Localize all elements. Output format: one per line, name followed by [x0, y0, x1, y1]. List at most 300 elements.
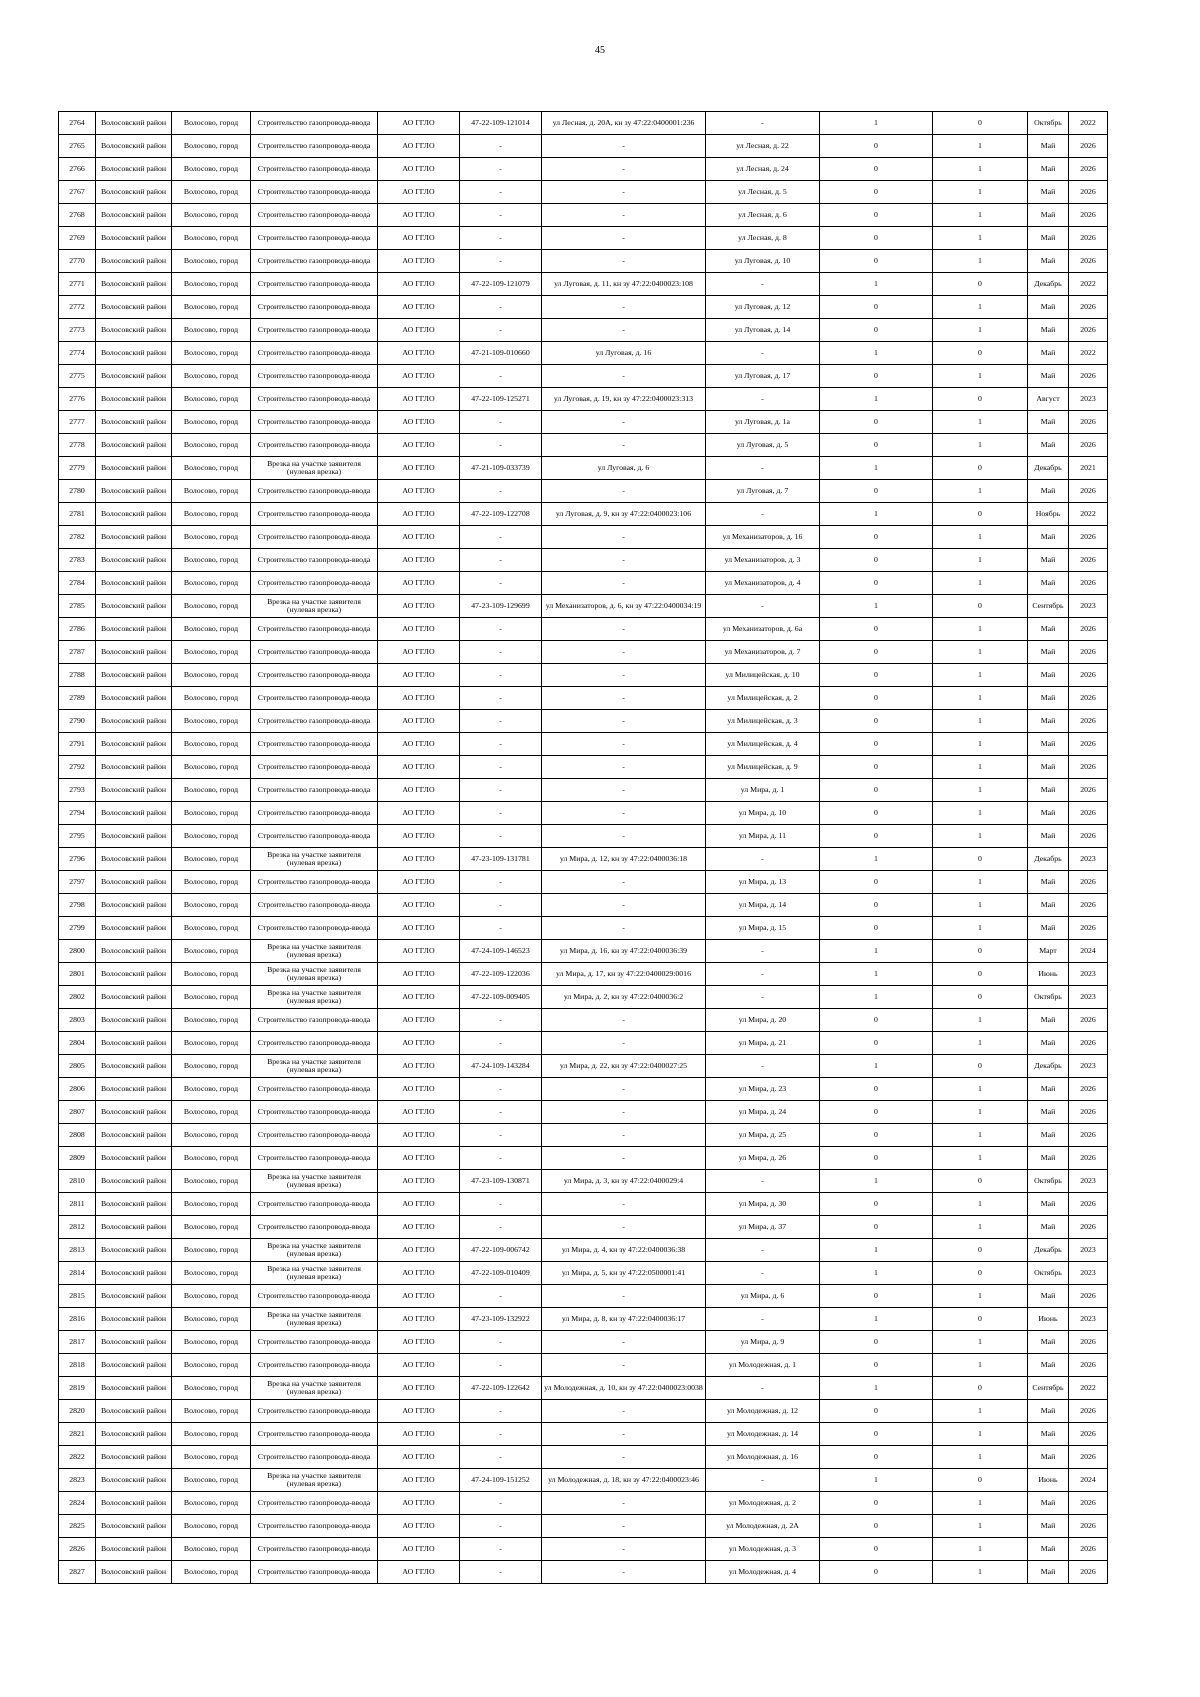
row-number-cell: 2787: [59, 641, 96, 664]
month-cell: Май: [1028, 549, 1069, 572]
district-cell: Волосовский район: [96, 1239, 172, 1262]
row-number-cell: 2780: [59, 480, 96, 503]
row-number-cell: 2792: [59, 756, 96, 779]
row-number-cell: 2812: [59, 1216, 96, 1239]
row-number-cell: 2770: [59, 250, 96, 273]
table-row: [59, 894, 1108, 917]
count-b-cell: 0: [933, 848, 1028, 871]
count-b-cell: 1: [933, 572, 1028, 595]
planned-address-cell: ул Луговая, д. 14: [706, 319, 820, 342]
application-number-cell: -: [460, 825, 542, 848]
organization-cell: АО ГГЛО: [378, 825, 460, 848]
table-row: [59, 457, 1108, 480]
district-cell: Волосовский район: [96, 457, 172, 480]
application-number-cell: 47-23-109-132922: [460, 1308, 542, 1331]
gasification-register-table: [58, 111, 1108, 1584]
count-b-cell: 1: [933, 1124, 1028, 1147]
month-cell: Декабрь: [1028, 848, 1069, 871]
year-cell: 2026: [1069, 1032, 1108, 1055]
application-number-cell: -: [460, 549, 542, 572]
work-type-cell: Строительство газопровода-ввода: [251, 365, 378, 388]
table-row: [59, 825, 1108, 848]
work-type-cell: Строительство газопровода-ввода: [251, 1423, 378, 1446]
month-cell: Декабрь: [1028, 273, 1069, 296]
row-number-cell: 2818: [59, 1354, 96, 1377]
settlement-cell: Волосово, город: [172, 1423, 251, 1446]
settlement-cell: Волосово, город: [172, 1216, 251, 1239]
month-cell: Сентябрь: [1028, 595, 1069, 618]
work-type-cell: Врезка на участке заявителя (нулевая врезка): [251, 1469, 378, 1492]
year-cell: 2023: [1069, 388, 1108, 411]
planned-address-cell: ул Механизаторов, д. 6а: [706, 618, 820, 641]
application-number-cell: 47-22-109-121014: [460, 112, 542, 135]
district-cell: Волосовский район: [96, 1423, 172, 1446]
row-number-cell: 2789: [59, 687, 96, 710]
count-b-cell: 0: [933, 388, 1028, 411]
count-a-cell: 0: [820, 618, 933, 641]
year-cell: 2026: [1069, 1400, 1108, 1423]
settlement-cell: Волосово, город: [172, 710, 251, 733]
application-number-cell: -: [460, 618, 542, 641]
planned-address-cell: ул Лесная, д. 22: [706, 135, 820, 158]
applicant-address-cell: -: [542, 1147, 706, 1170]
organization-cell: АО ГГЛО: [378, 917, 460, 940]
work-type-cell: Строительство газопровода-ввода: [251, 1515, 378, 1538]
year-cell: 2026: [1069, 1515, 1108, 1538]
count-b-cell: 1: [933, 1009, 1028, 1032]
table-row: [59, 1262, 1108, 1285]
applicant-address-cell: -: [542, 1009, 706, 1032]
application-number-cell: -: [460, 1561, 542, 1584]
year-cell: 2026: [1069, 779, 1108, 802]
applicant-address-cell: ул Луговая, д. 9, кн зу 47:22:0400023:106: [542, 503, 706, 526]
district-cell: Волосовский район: [96, 1354, 172, 1377]
work-type-cell: Врезка на участке заявителя (нулевая врезка): [251, 848, 378, 871]
count-b-cell: 0: [933, 342, 1028, 365]
district-cell: Волосовский район: [96, 664, 172, 687]
count-b-cell: 1: [933, 1285, 1028, 1308]
month-cell: Май: [1028, 181, 1069, 204]
applicant-address-cell: -: [542, 1193, 706, 1216]
organization-cell: АО ГГЛО: [378, 1308, 460, 1331]
organization-cell: АО ГГЛО: [378, 687, 460, 710]
organization-cell: АО ГГЛО: [378, 986, 460, 1009]
application-number-cell: -: [460, 1193, 542, 1216]
work-type-cell: Строительство газопровода-ввода: [251, 894, 378, 917]
year-cell: 2023: [1069, 1239, 1108, 1262]
application-number-cell: -: [460, 1515, 542, 1538]
district-cell: Волосовский район: [96, 526, 172, 549]
application-number-cell: -: [460, 1400, 542, 1423]
count-a-cell: 0: [820, 572, 933, 595]
application-number-cell: -: [460, 1032, 542, 1055]
month-cell: Май: [1028, 1124, 1069, 1147]
count-a-cell: 0: [820, 1032, 933, 1055]
year-cell: 2026: [1069, 687, 1108, 710]
row-number-cell: 2803: [59, 1009, 96, 1032]
organization-cell: АО ГГЛО: [378, 250, 460, 273]
row-number-cell: 2801: [59, 963, 96, 986]
settlement-cell: Волосово, город: [172, 779, 251, 802]
month-cell: Май: [1028, 1101, 1069, 1124]
table-row: [59, 1170, 1108, 1193]
organization-cell: АО ГГЛО: [378, 227, 460, 250]
count-b-cell: 1: [933, 319, 1028, 342]
count-b-cell: 1: [933, 1492, 1028, 1515]
organization-cell: АО ГГЛО: [378, 894, 460, 917]
month-cell: Март: [1028, 940, 1069, 963]
count-a-cell: 0: [820, 1538, 933, 1561]
applicant-address-cell: -: [542, 1331, 706, 1354]
district-cell: Волосовский район: [96, 1446, 172, 1469]
count-a-cell: 0: [820, 779, 933, 802]
table-row: [59, 848, 1108, 871]
application-number-cell: -: [460, 1101, 542, 1124]
year-cell: 2026: [1069, 917, 1108, 940]
work-type-cell: Врезка на участке заявителя (нулевая врезка): [251, 1377, 378, 1400]
row-number-cell: 2769: [59, 227, 96, 250]
row-number-cell: 2824: [59, 1492, 96, 1515]
district-cell: Волосовский район: [96, 779, 172, 802]
year-cell: 2023: [1069, 1308, 1108, 1331]
month-cell: Май: [1028, 641, 1069, 664]
count-a-cell: 1: [820, 273, 933, 296]
application-number-cell: -: [460, 687, 542, 710]
organization-cell: АО ГГЛО: [378, 1561, 460, 1584]
work-type-cell: Строительство газопровода-ввода: [251, 687, 378, 710]
organization-cell: АО ГГЛО: [378, 1354, 460, 1377]
district-cell: Волосовский район: [96, 825, 172, 848]
count-b-cell: 1: [933, 871, 1028, 894]
organization-cell: АО ГГЛО: [378, 1009, 460, 1032]
district-cell: Волосовский район: [96, 1078, 172, 1101]
table-row: [59, 342, 1108, 365]
application-number-cell: -: [460, 756, 542, 779]
organization-cell: АО ГГЛО: [378, 1515, 460, 1538]
district-cell: Волосовский район: [96, 986, 172, 1009]
month-cell: Май: [1028, 319, 1069, 342]
district-cell: Волосовский район: [96, 733, 172, 756]
count-a-cell: 0: [820, 1147, 933, 1170]
table-row: [59, 112, 1108, 135]
page-number: 45: [595, 45, 605, 56]
applicant-address-cell: -: [542, 618, 706, 641]
settlement-cell: Волосово, город: [172, 1078, 251, 1101]
work-type-cell: Строительство газопровода-ввода: [251, 549, 378, 572]
count-b-cell: 1: [933, 1446, 1028, 1469]
count-a-cell: 0: [820, 434, 933, 457]
table-row: [59, 1239, 1108, 1262]
count-b-cell: 0: [933, 963, 1028, 986]
year-cell: 2023: [1069, 986, 1108, 1009]
organization-cell: АО ГГЛО: [378, 342, 460, 365]
table-row: [59, 986, 1108, 1009]
row-number-cell: 2827: [59, 1561, 96, 1584]
district-cell: Волосовский район: [96, 273, 172, 296]
applicant-address-cell: -: [542, 1032, 706, 1055]
work-type-cell: Врезка на участке заявителя (нулевая врезка): [251, 940, 378, 963]
count-b-cell: 0: [933, 1469, 1028, 1492]
year-cell: 2026: [1069, 664, 1108, 687]
organization-cell: АО ГГЛО: [378, 779, 460, 802]
settlement-cell: Волосово, город: [172, 641, 251, 664]
count-a-cell: 1: [820, 1469, 933, 1492]
month-cell: Май: [1028, 825, 1069, 848]
count-b-cell: 0: [933, 1262, 1028, 1285]
table-row: [59, 388, 1108, 411]
year-cell: 2026: [1069, 825, 1108, 848]
year-cell: 2026: [1069, 319, 1108, 342]
application-number-cell: -: [460, 641, 542, 664]
count-b-cell: 1: [933, 1561, 1028, 1584]
table-row: [59, 595, 1108, 618]
year-cell: 2023: [1069, 595, 1108, 618]
count-b-cell: 0: [933, 503, 1028, 526]
applicant-address-cell: ул Мира, д. 17, кн зу 47:22:0400029:0016: [542, 963, 706, 986]
count-b-cell: 1: [933, 227, 1028, 250]
count-a-cell: 0: [820, 411, 933, 434]
table-row: [59, 1193, 1108, 1216]
application-number-cell: -: [460, 1492, 542, 1515]
table-row: [59, 756, 1108, 779]
table-row: [59, 1078, 1108, 1101]
table-row: [59, 1101, 1108, 1124]
planned-address-cell: -: [706, 1170, 820, 1193]
month-cell: Июнь: [1028, 1469, 1069, 1492]
count-b-cell: 1: [933, 181, 1028, 204]
year-cell: 2026: [1069, 1124, 1108, 1147]
district-cell: Волосовский район: [96, 1055, 172, 1078]
organization-cell: АО ГГЛО: [378, 1331, 460, 1354]
planned-address-cell: -: [706, 388, 820, 411]
application-number-cell: 47-22-109-010409: [460, 1262, 542, 1285]
row-number-cell: 2811: [59, 1193, 96, 1216]
planned-address-cell: -: [706, 457, 820, 480]
district-cell: Волосовский район: [96, 135, 172, 158]
table-row: [59, 1055, 1108, 1078]
year-cell: 2026: [1069, 710, 1108, 733]
applicant-address-cell: -: [542, 227, 706, 250]
month-cell: Май: [1028, 687, 1069, 710]
application-number-cell: 47-23-109-129699: [460, 595, 542, 618]
year-cell: 2026: [1069, 572, 1108, 595]
application-number-cell: 47-23-109-131781: [460, 848, 542, 871]
year-cell: 2024: [1069, 1469, 1108, 1492]
count-b-cell: 1: [933, 618, 1028, 641]
table-row: [59, 1147, 1108, 1170]
table-row: [59, 1561, 1108, 1584]
row-number-cell: 2817: [59, 1331, 96, 1354]
count-a-cell: 1: [820, 342, 933, 365]
settlement-cell: Волосово, город: [172, 1055, 251, 1078]
settlement-cell: Волосово, город: [172, 342, 251, 365]
district-cell: Волосовский район: [96, 296, 172, 319]
district-cell: Волосовский район: [96, 963, 172, 986]
row-number-cell: 2796: [59, 848, 96, 871]
settlement-cell: Волосово, город: [172, 1561, 251, 1584]
count-a-cell: 1: [820, 1262, 933, 1285]
year-cell: 2026: [1069, 1423, 1108, 1446]
month-cell: Май: [1028, 802, 1069, 825]
settlement-cell: Волосово, город: [172, 756, 251, 779]
district-cell: Волосовский район: [96, 572, 172, 595]
count-b-cell: 1: [933, 779, 1028, 802]
application-number-cell: -: [460, 434, 542, 457]
applicant-address-cell: -: [542, 1423, 706, 1446]
application-number-cell: -: [460, 1423, 542, 1446]
month-cell: Май: [1028, 1193, 1069, 1216]
applicant-address-cell: ул Мира, д. 12, кн зу 47:22:0400036:18: [542, 848, 706, 871]
organization-cell: АО ГГЛО: [378, 204, 460, 227]
organization-cell: АО ГГЛО: [378, 1193, 460, 1216]
count-a-cell: 0: [820, 250, 933, 273]
count-a-cell: 0: [820, 1561, 933, 1584]
application-number-cell: 47-21-109-010660: [460, 342, 542, 365]
applicant-address-cell: ул Луговая, д. 6: [542, 457, 706, 480]
work-type-cell: Строительство газопровода-ввода: [251, 1538, 378, 1561]
count-b-cell: 1: [933, 1147, 1028, 1170]
organization-cell: АО ГГЛО: [378, 963, 460, 986]
settlement-cell: Волосово, город: [172, 1009, 251, 1032]
district-cell: Волосовский район: [96, 204, 172, 227]
work-type-cell: Строительство газопровода-ввода: [251, 1446, 378, 1469]
organization-cell: АО ГГЛО: [378, 1239, 460, 1262]
organization-cell: АО ГГЛО: [378, 871, 460, 894]
application-number-cell: -: [460, 250, 542, 273]
district-cell: Волосовский район: [96, 1331, 172, 1354]
application-number-cell: -: [460, 1354, 542, 1377]
district-cell: Волосовский район: [96, 641, 172, 664]
organization-cell: АО ГГЛО: [378, 1538, 460, 1561]
year-cell: 2026: [1069, 1354, 1108, 1377]
district-cell: Волосовский район: [96, 1538, 172, 1561]
settlement-cell: Волосово, город: [172, 802, 251, 825]
organization-cell: АО ГГЛО: [378, 1078, 460, 1101]
count-a-cell: 1: [820, 1055, 933, 1078]
settlement-cell: Волосово, город: [172, 664, 251, 687]
work-type-cell: Строительство газопровода-ввода: [251, 1032, 378, 1055]
applicant-address-cell: -: [542, 365, 706, 388]
month-cell: Август: [1028, 388, 1069, 411]
count-b-cell: 1: [933, 549, 1028, 572]
planned-address-cell: ул Механизаторов, д. 3: [706, 549, 820, 572]
district-cell: Волосовский район: [96, 411, 172, 434]
organization-cell: АО ГГЛО: [378, 572, 460, 595]
month-cell: Июнь: [1028, 1308, 1069, 1331]
planned-address-cell: ул Мира, д. 25: [706, 1124, 820, 1147]
month-cell: Май: [1028, 756, 1069, 779]
work-type-cell: Строительство газопровода-ввода: [251, 710, 378, 733]
year-cell: 2024: [1069, 940, 1108, 963]
count-a-cell: 0: [820, 1101, 933, 1124]
planned-address-cell: ул Молодежная, д. 2А: [706, 1515, 820, 1538]
work-type-cell: Врезка на участке заявителя (нулевая врезка): [251, 1262, 378, 1285]
planned-address-cell: ул Мира, д. 10: [706, 802, 820, 825]
organization-cell: АО ГГЛО: [378, 1101, 460, 1124]
settlement-cell: Волосово, город: [172, 1538, 251, 1561]
applicant-address-cell: ул Мира, д. 5, кн зу 47:22:0500001:41: [542, 1262, 706, 1285]
table-row: [59, 158, 1108, 181]
applicant-address-cell: ул Молодежная, д. 10, кн зу 47:22:0400023:0038: [542, 1377, 706, 1400]
count-a-cell: 0: [820, 1492, 933, 1515]
applicant-address-cell: -: [542, 1492, 706, 1515]
row-number-cell: 2795: [59, 825, 96, 848]
count-b-cell: 1: [933, 1400, 1028, 1423]
planned-address-cell: ул Молодежная, д. 2: [706, 1492, 820, 1515]
district-cell: Волосовский район: [96, 388, 172, 411]
row-number-cell: 2783: [59, 549, 96, 572]
district-cell: Волосовский район: [96, 158, 172, 181]
work-type-cell: Строительство газопровода-ввода: [251, 273, 378, 296]
application-number-cell: -: [460, 135, 542, 158]
application-number-cell: -: [460, 710, 542, 733]
application-number-cell: -: [460, 1538, 542, 1561]
count-b-cell: 1: [933, 710, 1028, 733]
district-cell: Волосовский район: [96, 687, 172, 710]
count-a-cell: 0: [820, 1423, 933, 1446]
work-type-cell: Строительство газопровода-ввода: [251, 1492, 378, 1515]
month-cell: Июнь: [1028, 963, 1069, 986]
count-b-cell: 1: [933, 526, 1028, 549]
table-row: [59, 1354, 1108, 1377]
count-b-cell: 1: [933, 434, 1028, 457]
count-b-cell: 1: [933, 1423, 1028, 1446]
district-cell: Волосовский район: [96, 1147, 172, 1170]
work-type-cell: Врезка на участке заявителя (нулевая врезка): [251, 595, 378, 618]
month-cell: Декабрь: [1028, 1239, 1069, 1262]
work-type-cell: Строительство газопровода-ввода: [251, 181, 378, 204]
settlement-cell: Волосово, город: [172, 618, 251, 641]
month-cell: Май: [1028, 365, 1069, 388]
settlement-cell: Волосово, город: [172, 388, 251, 411]
applicant-address-cell: -: [542, 664, 706, 687]
settlement-cell: Волосово, город: [172, 1400, 251, 1423]
count-a-cell: 0: [820, 549, 933, 572]
table-row: [59, 1492, 1108, 1515]
row-number-cell: 2806: [59, 1078, 96, 1101]
settlement-cell: Волосово, город: [172, 273, 251, 296]
planned-address-cell: -: [706, 1055, 820, 1078]
settlement-cell: Волосово, город: [172, 894, 251, 917]
year-cell: 2023: [1069, 1170, 1108, 1193]
year-cell: 2026: [1069, 181, 1108, 204]
count-a-cell: 1: [820, 963, 933, 986]
organization-cell: АО ГГЛО: [378, 940, 460, 963]
count-b-cell: 0: [933, 457, 1028, 480]
planned-address-cell: ул Мира, д. 30: [706, 1193, 820, 1216]
year-cell: 2026: [1069, 480, 1108, 503]
year-cell: 2026: [1069, 526, 1108, 549]
application-number-cell: 47-22-109-122642: [460, 1377, 542, 1400]
planned-address-cell: -: [706, 963, 820, 986]
count-a-cell: 1: [820, 986, 933, 1009]
planned-address-cell: ул Механизаторов, д. 4: [706, 572, 820, 595]
settlement-cell: Волосово, город: [172, 1308, 251, 1331]
month-cell: Май: [1028, 227, 1069, 250]
month-cell: Май: [1028, 710, 1069, 733]
applicant-address-cell: -: [542, 1124, 706, 1147]
planned-address-cell: ул Молодежная, д. 16: [706, 1446, 820, 1469]
year-cell: 2022: [1069, 112, 1108, 135]
applicant-address-cell: ул Мира, д. 2, кн зу 47:22:0400036:2: [542, 986, 706, 1009]
work-type-cell: Врезка на участке заявителя (нулевая врезка): [251, 1170, 378, 1193]
applicant-address-cell: -: [542, 526, 706, 549]
district-cell: Волосовский район: [96, 1285, 172, 1308]
month-cell: Октябрь: [1028, 1262, 1069, 1285]
district-cell: Волосовский район: [96, 618, 172, 641]
month-cell: Май: [1028, 1331, 1069, 1354]
application-number-cell: -: [460, 1009, 542, 1032]
